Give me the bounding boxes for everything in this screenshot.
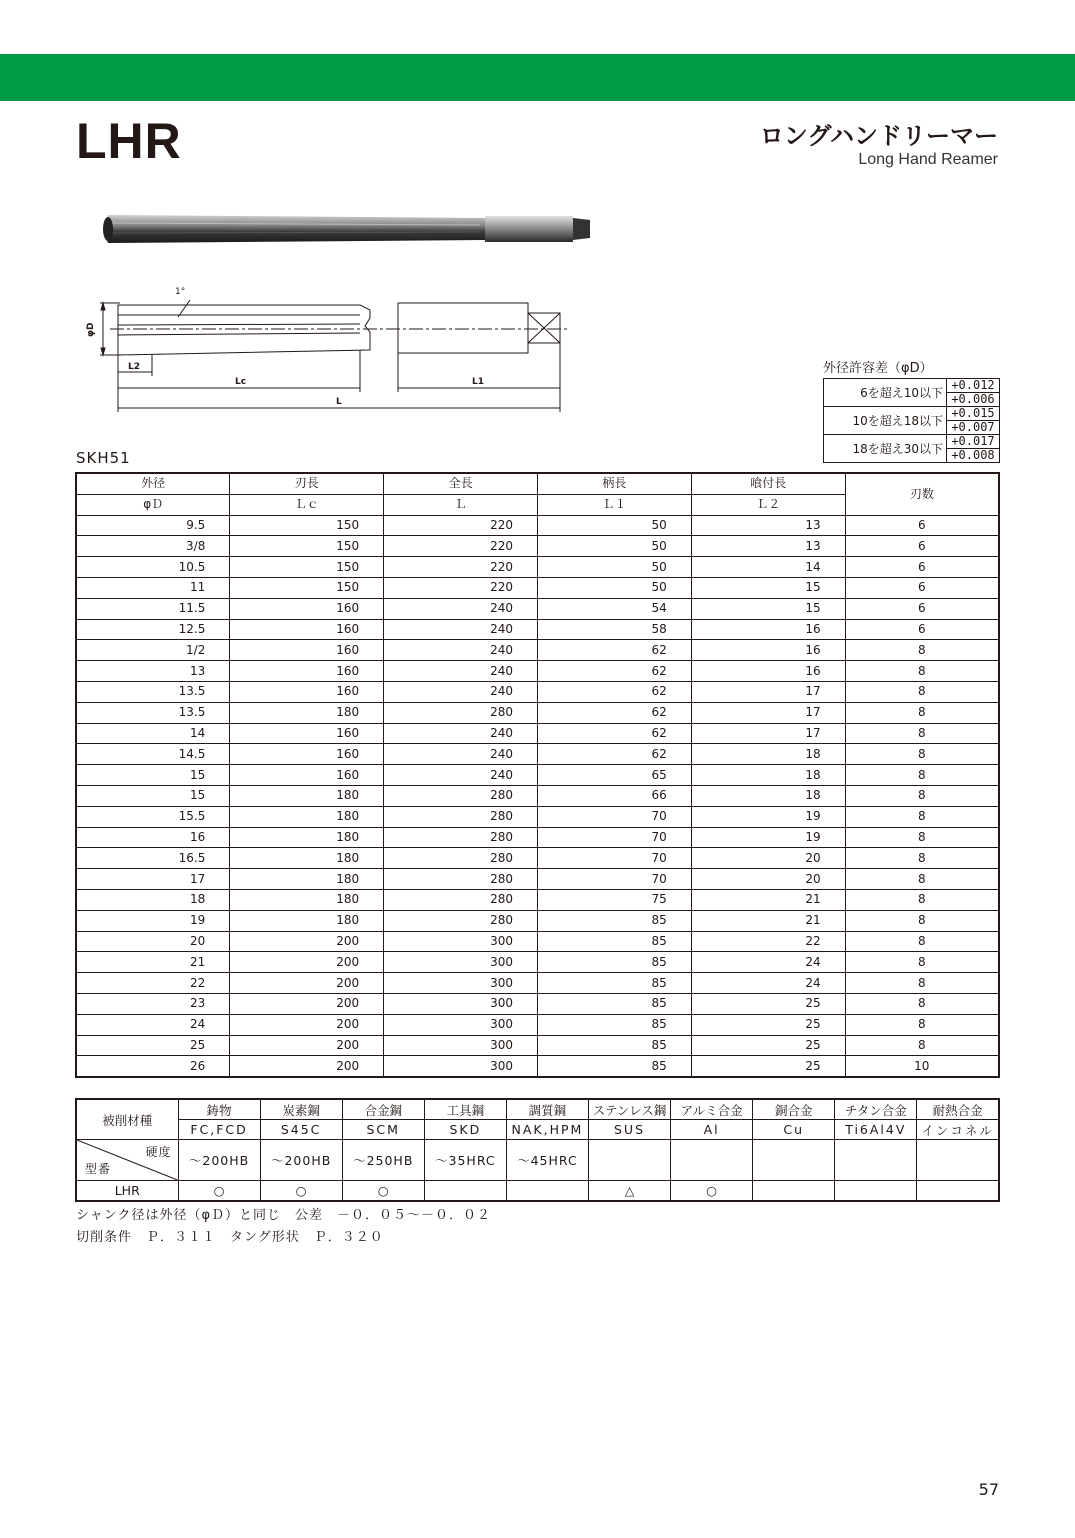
tolerance-range: 10を超え18以下 xyxy=(824,407,947,435)
table-cell: 50 xyxy=(537,557,691,578)
table-cell: 24 xyxy=(76,1014,230,1035)
table-row xyxy=(76,848,999,869)
spec-table-body xyxy=(76,515,999,1077)
table-row xyxy=(76,515,999,536)
table-row xyxy=(76,931,999,952)
table-cell: 20 xyxy=(691,869,845,890)
table-cell: 20 xyxy=(76,931,230,952)
table-cell: 62 xyxy=(537,723,691,744)
table-cell: 150 xyxy=(230,515,384,536)
header-flute-length: 刃長 xyxy=(230,473,384,494)
tolerance-box xyxy=(823,357,1003,463)
material-table xyxy=(75,1098,1000,1202)
product-title-jp: ロングハンドリーマー xyxy=(759,122,998,150)
table-cell: 15 xyxy=(691,598,845,619)
tolerance-upper: +0.017 xyxy=(947,435,1000,449)
material-grade-code: SCM xyxy=(342,1120,424,1140)
table-cell: 280 xyxy=(384,702,538,723)
table-cell: 160 xyxy=(230,723,384,744)
table-cell: 220 xyxy=(384,515,538,536)
table-row xyxy=(76,973,999,994)
table-cell: 200 xyxy=(230,931,384,952)
table-cell: 22 xyxy=(691,931,845,952)
table-row xyxy=(76,640,999,661)
tolerance-upper: +0.012 xyxy=(947,379,1000,393)
table-cell: 25 xyxy=(76,1035,230,1056)
table-cell: 6 xyxy=(845,515,999,536)
table-cell: 15 xyxy=(691,577,845,598)
material-name: 鋳物 xyxy=(178,1099,260,1120)
material-name: 合金鋼 xyxy=(342,1099,424,1120)
table-cell: 220 xyxy=(384,577,538,598)
table-cell: 85 xyxy=(537,973,691,994)
table-cell: 8 xyxy=(845,723,999,744)
table-cell: 26 xyxy=(76,1056,230,1077)
table-cell: 17 xyxy=(691,702,845,723)
table-cell: 23 xyxy=(76,993,230,1014)
model-code: LHR xyxy=(76,113,182,169)
table-row xyxy=(76,681,999,702)
table-cell: 50 xyxy=(537,577,691,598)
table-row xyxy=(76,723,999,744)
table-cell: 50 xyxy=(537,536,691,557)
table-cell: 8 xyxy=(845,744,999,765)
table-cell: 6 xyxy=(845,577,999,598)
table-cell: 17 xyxy=(691,681,845,702)
table-cell: 160 xyxy=(230,744,384,765)
table-cell: 150 xyxy=(230,577,384,598)
table-cell: 16 xyxy=(691,640,845,661)
table-cell: 10.5 xyxy=(76,557,230,578)
table-row xyxy=(76,557,999,578)
table-cell: 6 xyxy=(845,619,999,640)
suitability-mark: ○ xyxy=(260,1181,342,1202)
table-cell: 13.5 xyxy=(76,702,230,723)
table-cell: 16.5 xyxy=(76,848,230,869)
table-cell: 18 xyxy=(691,765,845,786)
table-cell: 280 xyxy=(384,785,538,806)
suitability-mark: ○ xyxy=(342,1181,424,1202)
table-cell: 25 xyxy=(691,1014,845,1035)
material-grade-code: SUS xyxy=(588,1120,670,1140)
material-name: チタン合金 xyxy=(835,1099,917,1120)
material-hardness: 〜35HRC xyxy=(424,1140,506,1181)
table-cell: 25 xyxy=(691,1056,845,1077)
table-row xyxy=(76,869,999,890)
dim-l2-label: L2 xyxy=(128,362,140,372)
model-label: 型番 xyxy=(85,1162,112,1176)
table-cell: 6 xyxy=(845,536,999,557)
table-row xyxy=(76,577,999,598)
table-cell: 280 xyxy=(384,848,538,869)
material-hardness xyxy=(917,1140,999,1181)
table-cell: 8 xyxy=(845,806,999,827)
table-cell: 65 xyxy=(537,765,691,786)
table-cell: 22 xyxy=(76,973,230,994)
table-cell: 280 xyxy=(384,889,538,910)
table-row xyxy=(76,619,999,640)
table-cell: 66 xyxy=(537,785,691,806)
material-grade-code: Ti6Al4V xyxy=(835,1120,917,1140)
material-hardness xyxy=(671,1140,753,1181)
table-cell: 19 xyxy=(691,827,845,848)
dim-l-label: L xyxy=(336,397,342,407)
table-cell: 21 xyxy=(691,889,845,910)
technical-drawing xyxy=(70,280,580,425)
table-cell: 19 xyxy=(691,806,845,827)
material-grade-code: インコネル xyxy=(917,1120,999,1140)
row-model: LHR xyxy=(76,1181,178,1202)
table-cell: 8 xyxy=(845,931,999,952)
table-cell: 300 xyxy=(384,931,538,952)
material-grade-code: SKD xyxy=(424,1120,506,1140)
corner-label: 被削材種 xyxy=(76,1099,178,1140)
table-cell: 200 xyxy=(230,952,384,973)
suitability-mark: △ xyxy=(588,1181,670,1202)
table-cell: 8 xyxy=(845,1014,999,1035)
table-cell: 8 xyxy=(845,848,999,869)
suitability-mark xyxy=(753,1181,835,1202)
table-cell: 160 xyxy=(230,640,384,661)
table-row xyxy=(76,661,999,682)
table-cell: 16 xyxy=(691,619,845,640)
note-shank: シャンク径は外径（φＤ）と同じ 公差 －０．０５〜－０．０２ xyxy=(76,1208,492,1223)
table-cell: 14 xyxy=(76,723,230,744)
table-cell: 280 xyxy=(384,910,538,931)
subheader-l1: Ｌ１ xyxy=(537,494,691,515)
subheader-l2: Ｌ２ xyxy=(691,494,845,515)
table-cell: 24 xyxy=(691,952,845,973)
table-cell: 160 xyxy=(230,681,384,702)
header-chamfer-length: 喰付長 xyxy=(691,473,845,494)
table-cell: 160 xyxy=(230,661,384,682)
header-shank-length: 柄長 xyxy=(537,473,691,494)
table-row xyxy=(76,910,999,931)
table-cell: 3/8 xyxy=(76,536,230,557)
table-cell: 21 xyxy=(691,910,845,931)
material-name: 工具鋼 xyxy=(424,1099,506,1120)
table-cell: 240 xyxy=(384,661,538,682)
material-name: アルミ合金 xyxy=(671,1099,753,1120)
table-cell: 85 xyxy=(537,952,691,973)
header-overall-length: 全長 xyxy=(384,473,538,494)
product-title-en: Long Hand Reamer xyxy=(858,151,998,168)
table-cell: 200 xyxy=(230,993,384,1014)
header-band xyxy=(0,54,1075,101)
note-references: 切削条件 Ｐ．３１１ タング形状 Ｐ．３２０ xyxy=(76,1230,384,1245)
table-cell: 300 xyxy=(384,993,538,1014)
table-cell: 15.5 xyxy=(76,806,230,827)
table-cell: 8 xyxy=(845,785,999,806)
tolerance-lower: +0.007 xyxy=(947,421,1000,435)
table-cell: 20 xyxy=(691,848,845,869)
table-cell: 75 xyxy=(537,889,691,910)
material-grade-code: Al xyxy=(671,1120,753,1140)
table-cell: 13 xyxy=(76,661,230,682)
table-cell: 70 xyxy=(537,827,691,848)
material-hardness: 〜250HB xyxy=(342,1140,424,1181)
subheader-l: Ｌ xyxy=(384,494,538,515)
suitability-mark xyxy=(835,1181,917,1202)
table-cell: 240 xyxy=(384,681,538,702)
table-cell: 1/2 xyxy=(76,640,230,661)
material-name: 炭素鋼 xyxy=(260,1099,342,1120)
table-cell: 6 xyxy=(845,598,999,619)
table-cell: 8 xyxy=(845,869,999,890)
material-grade: SKH51 xyxy=(76,449,131,467)
table-cell: 150 xyxy=(230,557,384,578)
table-row xyxy=(76,785,999,806)
suitability-mark: ○ xyxy=(178,1181,260,1202)
table-cell: 8 xyxy=(845,640,999,661)
subheader-lc: Ｌｃ xyxy=(230,494,384,515)
table-row xyxy=(76,1035,999,1056)
suitability-mark: ○ xyxy=(671,1181,753,1202)
table-cell: 11 xyxy=(76,577,230,598)
table-cell: 16 xyxy=(691,661,845,682)
table-row xyxy=(76,993,999,1014)
material-name: 耐熱合金 xyxy=(917,1099,999,1120)
hardness-model-cell xyxy=(76,1140,178,1181)
table-cell: 300 xyxy=(384,952,538,973)
material-hardness xyxy=(835,1140,917,1181)
dim-diameter-label: φD xyxy=(86,322,96,337)
table-cell: 180 xyxy=(230,785,384,806)
table-cell: 240 xyxy=(384,765,538,786)
table-cell: 200 xyxy=(230,1056,384,1077)
table-cell: 240 xyxy=(384,619,538,640)
table-cell: 70 xyxy=(537,869,691,890)
material-name: 調質鋼 xyxy=(506,1099,588,1120)
table-cell: 16 xyxy=(76,827,230,848)
table-cell: 280 xyxy=(384,806,538,827)
table-cell: 17 xyxy=(76,869,230,890)
tolerance-table xyxy=(823,378,1000,463)
table-cell: 8 xyxy=(845,952,999,973)
table-cell: 280 xyxy=(384,827,538,848)
table-cell: 300 xyxy=(384,1035,538,1056)
reamer-photo xyxy=(100,205,600,253)
table-cell: 17 xyxy=(691,723,845,744)
table-cell: 62 xyxy=(537,744,691,765)
material-name: ステンレス鋼 xyxy=(588,1099,670,1120)
table-cell: 200 xyxy=(230,1035,384,1056)
tolerance-lower: +0.008 xyxy=(947,449,1000,463)
table-cell: 21 xyxy=(76,952,230,973)
table-row xyxy=(76,765,999,786)
table-row xyxy=(76,536,999,557)
table-cell: 19 xyxy=(76,910,230,931)
table-row xyxy=(76,598,999,619)
tolerance-title: 外径許容差（φD） xyxy=(823,361,933,376)
table-cell: 58 xyxy=(537,619,691,640)
table-cell: 8 xyxy=(845,681,999,702)
table-cell: 180 xyxy=(230,702,384,723)
table-cell: 14 xyxy=(691,557,845,578)
tolerance-range: 6を超え10以下 xyxy=(824,379,947,407)
material-grade-code: S45C xyxy=(260,1120,342,1140)
table-cell: 200 xyxy=(230,973,384,994)
table-cell: 180 xyxy=(230,889,384,910)
table-cell: 8 xyxy=(845,702,999,723)
subheader-d: φＤ xyxy=(76,494,230,515)
table-cell: 14.5 xyxy=(76,744,230,765)
table-cell: 180 xyxy=(230,827,384,848)
table-cell: 160 xyxy=(230,765,384,786)
material-grade-code: FC,FCD xyxy=(178,1120,260,1140)
table-cell: 300 xyxy=(384,1056,538,1077)
table-cell: 150 xyxy=(230,536,384,557)
table-cell: 15 xyxy=(76,765,230,786)
table-row xyxy=(76,1056,999,1077)
table-cell: 8 xyxy=(845,661,999,682)
material-grade-code: NAK,HPM xyxy=(506,1120,588,1140)
material-hardness: 〜200HB xyxy=(260,1140,342,1181)
table-cell: 62 xyxy=(537,702,691,723)
table-cell: 70 xyxy=(537,848,691,869)
table-cell: 180 xyxy=(230,806,384,827)
suitability-mark xyxy=(424,1181,506,1202)
table-cell: 8 xyxy=(845,973,999,994)
tolerance-lower: +0.006 xyxy=(947,393,1000,407)
hardness-label: 硬度 xyxy=(145,1145,172,1159)
table-cell: 70 xyxy=(537,806,691,827)
material-name: 銅合金 xyxy=(753,1099,835,1120)
table-cell: 85 xyxy=(537,910,691,931)
table-cell: 62 xyxy=(537,681,691,702)
table-cell: 300 xyxy=(384,973,538,994)
table-cell: 15 xyxy=(76,785,230,806)
table-cell: 62 xyxy=(537,661,691,682)
table-cell: 160 xyxy=(230,619,384,640)
tolerance-upper: +0.015 xyxy=(947,407,1000,421)
material-grade-code: Cu xyxy=(753,1120,835,1140)
table-cell: 8 xyxy=(845,1035,999,1056)
header-diameter: 外径 xyxy=(76,473,230,494)
table-row xyxy=(76,806,999,827)
table-cell: 54 xyxy=(537,598,691,619)
table-cell: 180 xyxy=(230,848,384,869)
table-cell: 13 xyxy=(691,515,845,536)
table-cell: 12.5 xyxy=(76,619,230,640)
table-row xyxy=(76,1014,999,1035)
table-cell: 220 xyxy=(384,536,538,557)
table-cell: 50 xyxy=(537,515,691,536)
table-cell: 62 xyxy=(537,640,691,661)
table-cell: 8 xyxy=(845,993,999,1014)
material-hardness xyxy=(588,1140,670,1181)
table-cell: 280 xyxy=(384,869,538,890)
table-cell: 18 xyxy=(691,785,845,806)
table-cell: 8 xyxy=(845,765,999,786)
table-cell: 8 xyxy=(845,910,999,931)
table-cell: 180 xyxy=(230,910,384,931)
dim-angle-label: 1° xyxy=(175,287,186,297)
dim-lc-label: Lc xyxy=(235,377,247,387)
header-flutes: 刃数 xyxy=(845,473,999,515)
table-cell: 18 xyxy=(691,744,845,765)
tolerance-range: 18を超え30以下 xyxy=(824,435,947,463)
table-row xyxy=(76,952,999,973)
table-cell: 13.5 xyxy=(76,681,230,702)
table-cell: 8 xyxy=(845,889,999,910)
table-cell: 85 xyxy=(537,1014,691,1035)
table-cell: 200 xyxy=(230,1014,384,1035)
table-cell: 300 xyxy=(384,1014,538,1035)
table-cell: 25 xyxy=(691,993,845,1014)
table-cell: 9.5 xyxy=(76,515,230,536)
material-hardness: 〜45HRC xyxy=(506,1140,588,1181)
table-cell: 240 xyxy=(384,598,538,619)
suitability-mark xyxy=(506,1181,588,1202)
table-cell: 8 xyxy=(845,827,999,848)
material-hardness: 〜200HB xyxy=(178,1140,260,1181)
table-cell: 180 xyxy=(230,869,384,890)
table-cell: 24 xyxy=(691,973,845,994)
table-cell: 240 xyxy=(384,744,538,765)
table-cell: 18 xyxy=(76,889,230,910)
table-cell: 6 xyxy=(845,557,999,578)
table-cell: 85 xyxy=(537,1056,691,1077)
table-cell: 25 xyxy=(691,1035,845,1056)
table-cell: 160 xyxy=(230,598,384,619)
table-cell: 85 xyxy=(537,993,691,1014)
table-cell: 11.5 xyxy=(76,598,230,619)
table-cell: 13 xyxy=(691,536,845,557)
page-number: 57 xyxy=(978,1480,999,1499)
table-row xyxy=(76,827,999,848)
table-cell: 85 xyxy=(537,931,691,952)
table-row xyxy=(76,744,999,765)
spec-table xyxy=(75,472,1000,1078)
dim-l1-label: L1 xyxy=(472,377,484,387)
suitability-mark xyxy=(917,1181,999,1202)
table-cell: 240 xyxy=(384,723,538,744)
table-row xyxy=(76,889,999,910)
table-cell: 220 xyxy=(384,557,538,578)
table-cell: 240 xyxy=(384,640,538,661)
material-hardness xyxy=(753,1140,835,1181)
table-cell: 85 xyxy=(537,1035,691,1056)
table-cell: 10 xyxy=(845,1056,999,1077)
table-row xyxy=(76,702,999,723)
